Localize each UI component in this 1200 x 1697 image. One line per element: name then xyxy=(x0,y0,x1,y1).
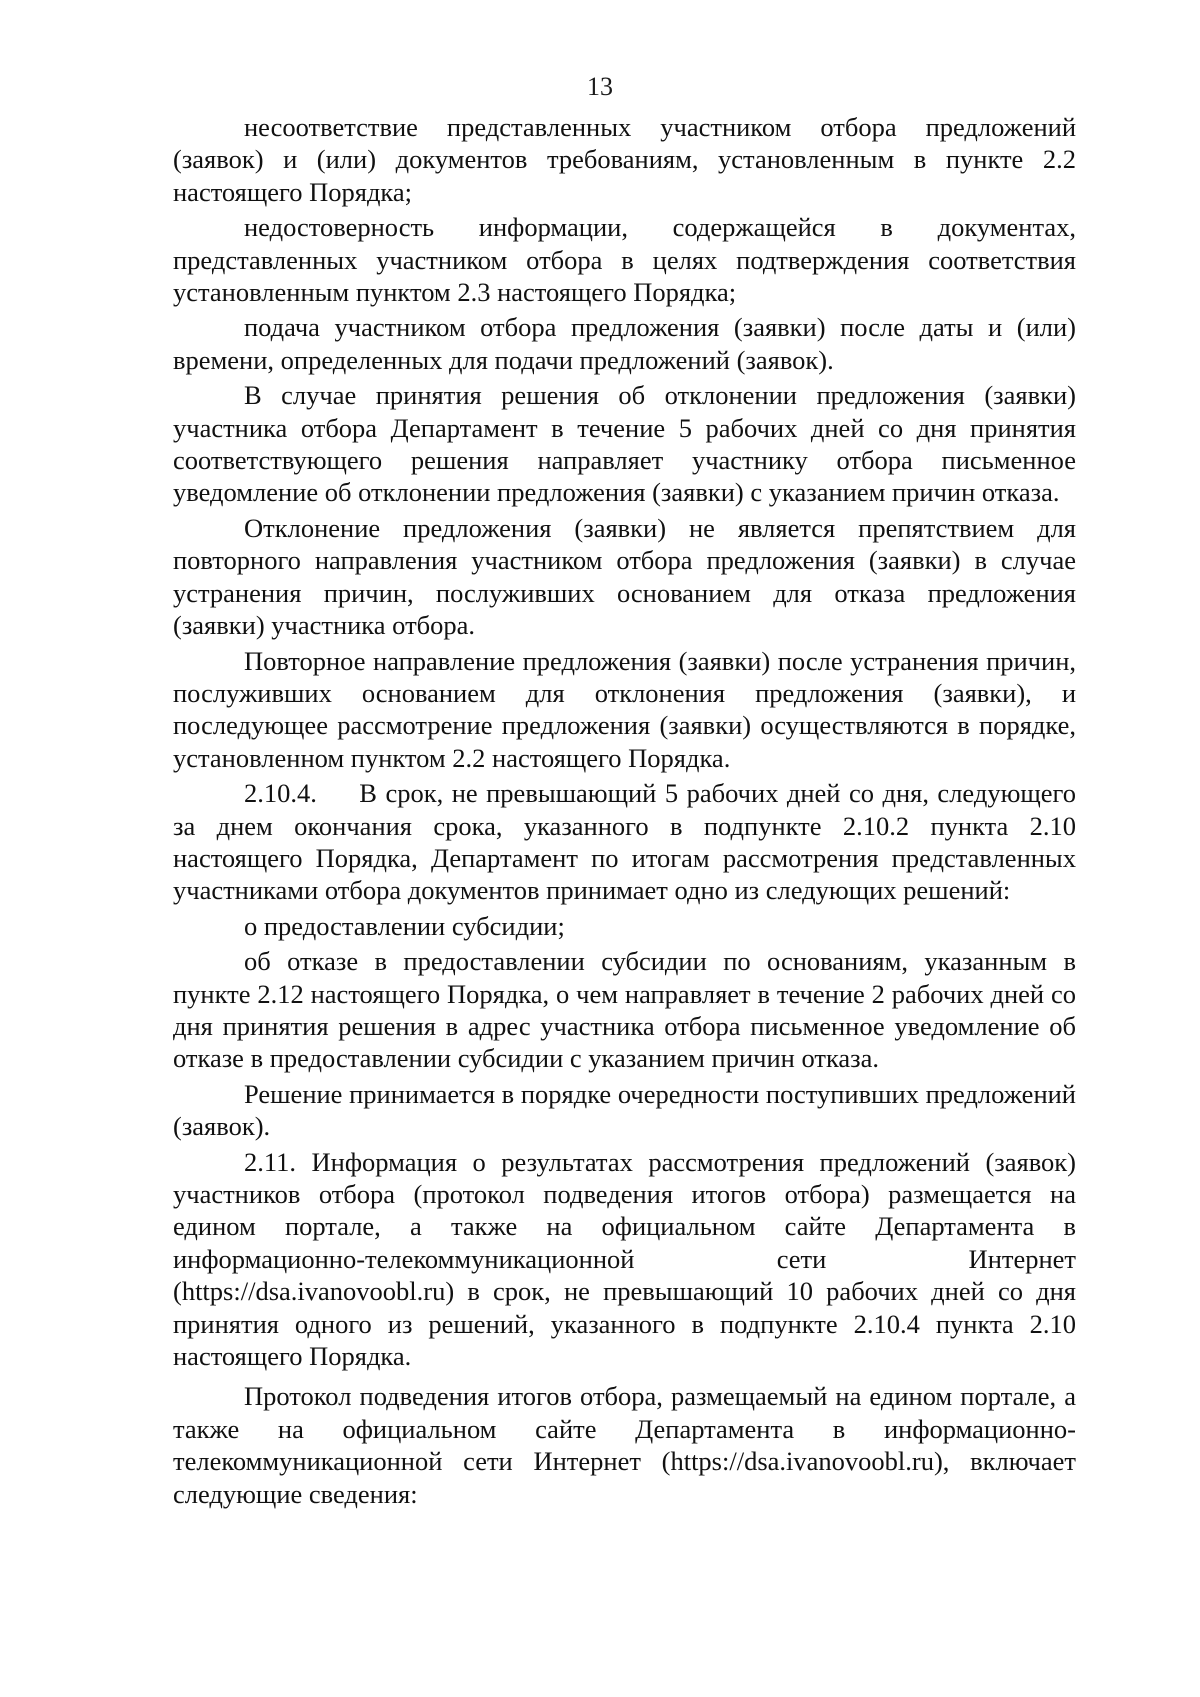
paragraph: Отклонение предложения (заявки) не является препятствием для повторного направления участником отбора предложения (заявки) в случае устранения причин, послуживших основанием для отказа предложения (заявки) участника отбора. xyxy=(173,512,1076,641)
paragraph: Протокол подведения итогов отбора, размещаемый на едином портале, а также на официальном сайте Департамента в информационно-телекоммуникационной сети Интернет (https://dsa.ivanovoobl.ru), включает следующие сведения: xyxy=(173,1381,1076,1509)
paragraph: недостоверность информации, содержащейся в документах, представленных участником отбора в целях подтверждения соответствия установленным пунктом 2.3 настоящего Порядка; xyxy=(173,212,1076,308)
paragraph: несоответствие представленных участником отбора предложений (заявок) и (или) документов требованиям, установленным в пункте 2.2 настоящего Порядка; xyxy=(173,112,1076,207)
paragraph: В случае принятия решения об отклонении предложения (заявки) участника отбора Департамент в течение 5 рабочих дней со дня принятия соответствующего решения направляет участнику отбора письменное уведомление об отклонении предложения (заявки) с указанием причин отказа. xyxy=(173,380,1076,508)
paragraph: подача участником отбора предложения (заявки) после даты и (или) времени, определенных для подачи предложений (заявок). xyxy=(173,312,1076,375)
paragraph: Повторное направление предложения (заявки) после устранения причин, послуживших основанием для отклонения предложения (заявки), и последующее рассмотрение предложения (заявки) осуществляются в порядке, установленном пунктом 2.2 настоящего Порядка. xyxy=(173,645,1076,773)
paragraph: 2.10.4. В срок, не превышающий 5 рабочих дней со дня, следующего за днем окончания срока, указанного в подпункте 2.10.2 пункта 2.10 настоящего Порядка, Департамент по итогам рассмотрения представленных участниками отбора документов принимает одно из следующих решений: xyxy=(173,778,1083,906)
paragraph: о предоставлении субсидии; xyxy=(244,910,565,941)
paragraph: 2.11. Информация о результатах рассмотрения предложений (заявок) участников отбора (протокол подведения итогов отбора) размещается на едином портале, а также на официальном сайте Департамента в информационно-телекоммуникационной сети Интернет (https://dsa.ivanovoobl.ru) в срок, не превышающий 10 рабочих дней со дня принятия одного из решений, указанного в подпункте 2.10.4 пункта 2.10 настоящего Порядка. xyxy=(173,1146,1076,1372)
paragraph: об отказе в предоставлении субсидии по основаниям, указанным в пункте 2.12 настоящего Порядка, о чем направляет в течение 2 рабочих дней со дня принятия решения в адрес участника отбора письменное уведомление об отказе в предоставлении субсидии с указанием причин отказа. xyxy=(173,946,1076,1074)
document-body xyxy=(173,111,1083,1510)
paragraph: Решение принимается в порядке очередности поступивших предложений (заявок). xyxy=(173,1078,1076,1142)
page-number: 13 xyxy=(587,72,613,101)
